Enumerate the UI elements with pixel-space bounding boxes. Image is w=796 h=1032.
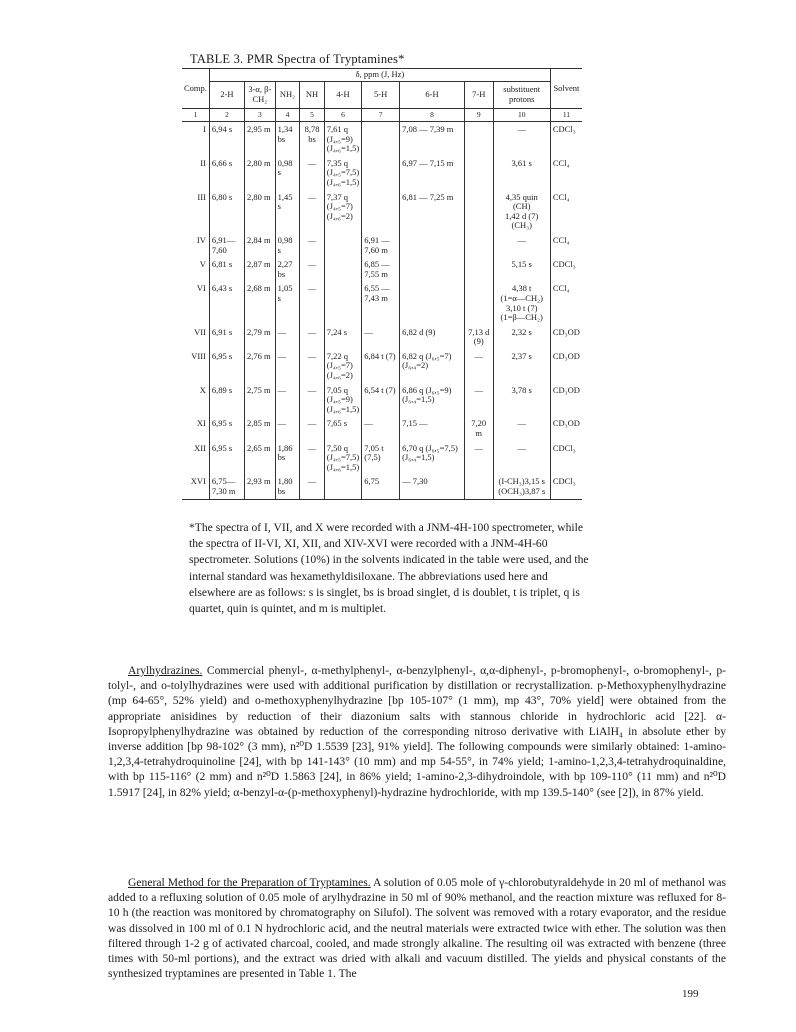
cell-line: —	[517, 418, 526, 429]
cell-solv: CD₃OD	[550, 383, 582, 417]
page-number: 199	[682, 988, 699, 1000]
cell-line: —	[517, 234, 526, 245]
table-row	[182, 441, 582, 475]
cell-h2: 6,91—7,60	[209, 233, 244, 257]
cell-h4	[324, 156, 361, 190]
cell-subst	[493, 190, 550, 233]
cell-ch2: 2,84 m	[244, 233, 275, 257]
cell-nh2: 0,98 s	[275, 156, 300, 190]
table-footnote	[189, 520, 589, 617]
col-header-substituent: substituent protons	[493, 82, 550, 109]
cell-ch2: 2,87 m	[244, 257, 275, 281]
cell-nh: —	[300, 325, 324, 349]
table-row	[182, 349, 582, 383]
table-title: TABLE 3. PMR Spectra of Tryptamines*	[190, 52, 405, 66]
cell-h7: —	[464, 383, 493, 417]
cell-h7: —	[464, 349, 493, 383]
cell-h2: 6,66 s	[209, 156, 244, 190]
compound-id: II	[200, 157, 206, 168]
cell-subst	[493, 281, 550, 324]
cell-line: 1,42 d (7)	[505, 210, 539, 221]
cell-h6: 7,08 — 7,39 m	[400, 122, 465, 156]
cell-line: (J₄,₅=9)	[326, 133, 353, 144]
cell-line: (J₄,₆=2)	[326, 210, 353, 221]
cell-h2: 6,94 s	[209, 122, 244, 156]
cell-h6: 6,82 d (9)	[400, 325, 465, 349]
cell-h4	[324, 190, 361, 233]
compound-id: XII	[194, 442, 206, 453]
cell-h5: —	[362, 325, 400, 349]
cell-h2: 6,89 s	[209, 383, 244, 417]
compound-id: III	[197, 191, 206, 202]
cell-line: 7,65 s	[326, 418, 348, 429]
cell-ch2: 2,79 m	[244, 325, 275, 349]
cell-nh2: —	[275, 383, 300, 417]
table-row	[182, 233, 582, 257]
cell-solv: CDCl₃	[550, 474, 582, 499]
cell-ch2: 2,65 m	[244, 441, 275, 475]
column-number: 2	[209, 109, 244, 122]
cell-h7: 7,20 m	[464, 416, 493, 440]
cell-subst	[493, 325, 550, 349]
cell-nh: 8,78 bs	[300, 122, 324, 156]
cell-subst	[493, 122, 550, 156]
cell-h2: 6,95 s	[209, 349, 244, 383]
compound-id: VIII	[191, 350, 206, 361]
section-heading-general-method: General Method for the Preparation of Tryptamines.	[128, 876, 371, 889]
cell-nh2: 1,05 s	[275, 281, 300, 324]
column-number: 4	[275, 109, 300, 122]
cell-nh: —	[300, 349, 324, 383]
cell-nh2: —	[275, 416, 300, 440]
cell-ch2: 2,93 m	[244, 474, 275, 499]
cell-h4	[324, 383, 361, 417]
cell-h6: 7,15 —	[400, 416, 465, 440]
compound-id: VI	[196, 283, 206, 294]
cell-line: 2,32 s	[511, 326, 532, 337]
col-header-2h: 2-H	[209, 82, 244, 109]
cell-nh: —	[300, 441, 324, 475]
cell-line: 3,78 s	[511, 384, 532, 395]
table-row	[182, 474, 582, 499]
cell-h5: 6,55 — 7,43 m	[362, 281, 400, 324]
table-row	[182, 383, 582, 417]
cell-h7	[464, 474, 493, 499]
compound-id: XI	[196, 418, 206, 429]
cell-line: (CH)	[512, 201, 531, 212]
cell-h5: —	[362, 416, 400, 440]
cell-line: (J₄,₆=2)	[326, 370, 353, 381]
cell-h4	[324, 122, 361, 156]
cell-line: (1=β—CH₂)	[500, 312, 543, 323]
col-header-comp: Comp.	[182, 69, 209, 109]
cell-nh: —	[300, 257, 324, 281]
cell-line: 7,24 s	[326, 326, 348, 337]
cell-ch2: 2,68 m	[244, 281, 275, 324]
cell-h7	[464, 190, 493, 233]
cell-solv: CCl₄	[550, 156, 582, 190]
cell-nh: —	[300, 190, 324, 233]
cell-h6: 6,70 q (J₆,₅=7,5) (J₆,₄=1,5)	[400, 441, 465, 475]
table-row	[182, 156, 582, 190]
column-number: 10	[493, 109, 550, 122]
table-row	[182, 281, 582, 324]
cell-line: 7,61 q	[326, 124, 349, 134]
compound-id: IV	[196, 234, 206, 245]
cell-line: 3,61 s	[511, 157, 532, 168]
cell-h6: 6,97 — 7,15 m	[400, 156, 465, 190]
cell-line: (I-CH₃)3,15 s	[498, 476, 545, 487]
cell-h6: 6,86 q (J₆,₅=9) (J₆,₄=1,5)	[400, 383, 465, 417]
paragraph-arylhydrazines	[108, 663, 726, 800]
cell-h2: 6,91 s	[209, 325, 244, 349]
cell-solv: CCl₄	[550, 281, 582, 324]
cell-h7	[464, 281, 493, 324]
cell-h2: 6,80 s	[209, 190, 244, 233]
paragraph-text: Commercial phenyl-, α-methylphenyl-, α-benzylphenyl-, α,α-diphenyl-, p-bromophenyl-, o-bromophenyl-, p-tolyl-, and o-tolylhydrazines were used with additional purification by distillation or recrystallization. p-Methoxyphenylhydrazine (mp 64-65°, 52% yield) and o-methoxyphenylhydrazine [bp 105-107° (1 mm), mp 43°, 70% yield] were obtained from the appropriate anisidines by reduction of their diazonium salts with stannous chloride in hydrochloric acid [22]. α-Isopropylphenylhydrazine was obtained by reduction of the corresponding nitroso derivative with LiAlH₄ in absolute ether by inverse addition [bp 98-102° (3 mm), n²⁰D 1.5539 [23], 91% yield]. The following compounds were similarly obtained: 1-amino-1,2,3,4-tetrahydroquinoline [24], with bp 141-143° (10 mm) and mp 54-55°, in 74% yield; 1-amino-1,2,3,4-tetrahydroquinaldine, with bp 115-116° (2 mm) and n²⁰D 1.5863 [24], in 86% yield; 1-amino-2,3-dihydroindole, with bp 109-110° (11 mm) and n²⁰D 1.5917 [24], in 82% yield; α-benzyl-α-(p-methoxyphenyl)-hydrazine hydrochloride, with mp 139.5-140° (see [2]), in 87% yield.	[108, 664, 726, 799]
cell-line: 7,05 q	[326, 384, 349, 395]
cell-line: (J₄,₅=7,5)	[326, 452, 360, 463]
cell-ch2: 2,80 m	[244, 156, 275, 190]
cell-solv: CD₃OD	[550, 416, 582, 440]
cell-line: 4,38 t	[512, 283, 532, 294]
cell-h6	[400, 233, 465, 257]
col-header-solvent: Solvent	[550, 69, 582, 109]
cell-line: (J₄,₆=1,5)	[326, 461, 360, 472]
cell-h6: — 7,30	[400, 474, 465, 499]
cell-h5: 6,85 — 7,55 m	[362, 257, 400, 281]
cell-ch2: 2,95 m	[244, 122, 275, 156]
cell-h4	[324, 416, 361, 440]
cell-nh: —	[300, 383, 324, 417]
cell-h2: 6,95 s	[209, 416, 244, 440]
column-number: 3	[244, 109, 275, 122]
compound-id: I	[203, 124, 206, 134]
cell-h2: 6,81 s	[209, 257, 244, 281]
cell-h5	[362, 190, 400, 233]
cell-h5	[362, 122, 400, 156]
compound-id: VII	[194, 326, 206, 337]
group-header: δ, ppm (J, Hz)	[209, 69, 550, 82]
cell-line: —	[517, 442, 526, 453]
cell-nh2: 2,27 bs	[275, 257, 300, 281]
cell-line: (J₄,₅=7)	[326, 360, 353, 371]
cell-line: (J₄,₅=7,5)	[326, 167, 360, 178]
cell-line: (OCH₃)3,87 s	[498, 486, 546, 496]
cell-line: (CH₃)	[511, 220, 532, 231]
cell-line: 5,15 s	[511, 259, 532, 270]
cell-nh: —	[300, 233, 324, 257]
compound-id: XVI	[182, 474, 209, 499]
col-header-nh2: NH₂	[275, 82, 300, 109]
cell-h6	[400, 281, 465, 324]
cell-ch2: 2,76 m	[244, 349, 275, 383]
cell-line: 7,22 q	[326, 350, 349, 361]
col-header-6h: 6-H	[400, 82, 465, 109]
column-number: 9	[464, 109, 493, 122]
cell-line: (J₄,₅=9)	[326, 394, 353, 405]
cell-h6: 6,82 q (J₆,₅=7) (J₆,₄=2)	[400, 349, 465, 383]
cell-subst	[493, 441, 550, 475]
cell-solv: CDCl₃	[550, 257, 582, 281]
cell-solv: CD₃OD	[550, 349, 582, 383]
compound-id: V	[199, 259, 206, 270]
cell-subst	[493, 474, 550, 499]
cell-nh2: 1,80 bs	[275, 474, 300, 499]
cell-h7: 7,13 d (9)	[464, 325, 493, 349]
cell-subst	[493, 383, 550, 417]
cell-h6: 6,81 — 7,25 m	[400, 190, 465, 233]
table-row	[182, 257, 582, 281]
cell-ch2: 2,75 m	[244, 383, 275, 417]
cell-subst	[493, 349, 550, 383]
cell-h7	[464, 257, 493, 281]
column-number: 7	[362, 109, 400, 122]
cell-line: 2,37 s	[511, 350, 532, 361]
column-number: 5	[300, 109, 324, 122]
column-number: 11	[550, 109, 582, 122]
cell-nh2: 1,34 bs	[275, 122, 300, 156]
col-header-4h: 4-H	[324, 82, 361, 109]
cell-h5	[362, 156, 400, 190]
cell-line: (J₄,₆=1,5)	[326, 143, 360, 154]
cell-subst	[493, 257, 550, 281]
column-number: 8	[400, 109, 465, 122]
table-row	[182, 325, 582, 349]
cell-nh2: 1,86 bs	[275, 441, 300, 475]
paragraph-general-method	[108, 875, 726, 981]
cell-line: 7,37 q	[326, 191, 349, 202]
table-row	[182, 416, 582, 440]
cell-h5: 6,91 — 7,60 m	[362, 233, 400, 257]
cell-h2: 6,95 s	[209, 441, 244, 475]
cell-nh: —	[300, 281, 324, 324]
cell-solv: CDCl₃	[550, 122, 582, 156]
compound-id: X	[199, 384, 206, 395]
cell-nh: —	[300, 156, 324, 190]
cell-h2: 6,75—7,30 m	[209, 474, 244, 499]
cell-line: 4,35 quin	[505, 191, 538, 202]
cell-h5: 6,54 t (7)	[362, 383, 400, 417]
cell-h6	[400, 257, 465, 281]
cell-nh: —	[300, 474, 324, 499]
col-header-5h: 5-H	[362, 82, 400, 109]
pmr-table	[182, 68, 582, 500]
table-row	[182, 190, 582, 233]
cell-h4	[324, 233, 361, 257]
cell-h4	[324, 325, 361, 349]
cell-h7	[464, 122, 493, 156]
cell-nh2: —	[275, 325, 300, 349]
cell-h5: 6,84 t (7)	[362, 349, 400, 383]
cell-line: (1=α—CH₂)	[500, 292, 543, 303]
col-header-ch2: 3-α, β-CH₂	[244, 82, 275, 109]
cell-line: (J₄,₅=7)	[326, 201, 353, 212]
cell-h7	[464, 233, 493, 257]
cell-solv: CD₃OD	[550, 325, 582, 349]
cell-ch2: 2,80 m	[244, 190, 275, 233]
cell-h5: 7,05 t (7,5)	[362, 441, 400, 475]
cell-nh2: —	[275, 349, 300, 383]
cell-subst	[493, 156, 550, 190]
cell-solv: CDCl₃	[550, 441, 582, 475]
cell-h4	[324, 257, 361, 281]
cell-h7: —	[464, 441, 493, 475]
cell-solv: CCl₄	[550, 190, 582, 233]
cell-nh: —	[300, 416, 324, 440]
cell-nh2: 0,98 s	[275, 233, 300, 257]
col-header-7h: 7-H	[464, 82, 493, 109]
cell-subst	[493, 416, 550, 440]
cell-h4	[324, 474, 361, 499]
cell-h7	[464, 156, 493, 190]
column-number: 6	[324, 109, 361, 122]
cell-line: 7,35 q	[326, 157, 349, 168]
column-number: 1	[182, 109, 209, 122]
cell-ch2: 2,85 m	[244, 416, 275, 440]
cell-line: —	[517, 124, 526, 134]
table-row	[182, 122, 582, 156]
footnote-text: *The spectra of I, VII, and X were recorded with a JNM-4H-100 spectrometer, while the spectra of II-VI, XI, XII, and XIV-XVI were recorded with a JNM-4H-60 spectrometer. Solutions (10%) in the solvents indicated in the table were used, and the internal standard was hexamethyldisiloxane. The abbreviations used here and elsewhere are as follows: s is singlet, bs is broad singlet, d is doublet, t is triplet, q is quartet, quin is quintet, and m is multiplet.	[189, 521, 589, 616]
cell-line: 3,10 t (7)	[506, 302, 538, 313]
cell-h5: 6,75	[362, 474, 400, 499]
cell-subst	[493, 233, 550, 257]
col-header-nh: NH	[300, 82, 324, 109]
cell-line: (J₄,₆=1,5)	[326, 403, 360, 414]
paragraph-text: A solution of 0.05 mole of γ-chlorobutyraldehyde in 20 ml of methanol was added to a refluxing solution of 0.05 mole of arylhydrazine in 50 ml of 90% methanol, and the reaction mixture was refluxed for 8-10 h (the reaction was monitored by chromatography on Silufol). The solvent was removed with a rotary evaporator, and the residue was dissolved in 100 ml of 0.1 N hydrochloric acid, and the neutral materials were extracted twice with ether. The solution was then filtered through 1-2 g of activated charcoal, cooled, and made strongly alkaline. The resulting oil was extracted with benzene (three times with 50-ml portions), and the extract was dried with alkali and vacuum distilled. The yields and physical constants of the synthesized tryptamines are presented in Table 1. The	[108, 876, 726, 981]
cell-h4	[324, 441, 361, 475]
cell-h4	[324, 281, 361, 324]
cell-h2: 6,43 s	[209, 281, 244, 324]
cell-nh2: 1,45 s	[275, 190, 300, 233]
cell-line: (J₄,₆=1,5)	[326, 176, 360, 187]
cell-h4	[324, 349, 361, 383]
cell-line: 7,50 q	[326, 442, 349, 453]
section-heading-arylhydrazines: Arylhydrazines.	[128, 664, 203, 677]
cell-solv: CCl₄	[550, 233, 582, 257]
